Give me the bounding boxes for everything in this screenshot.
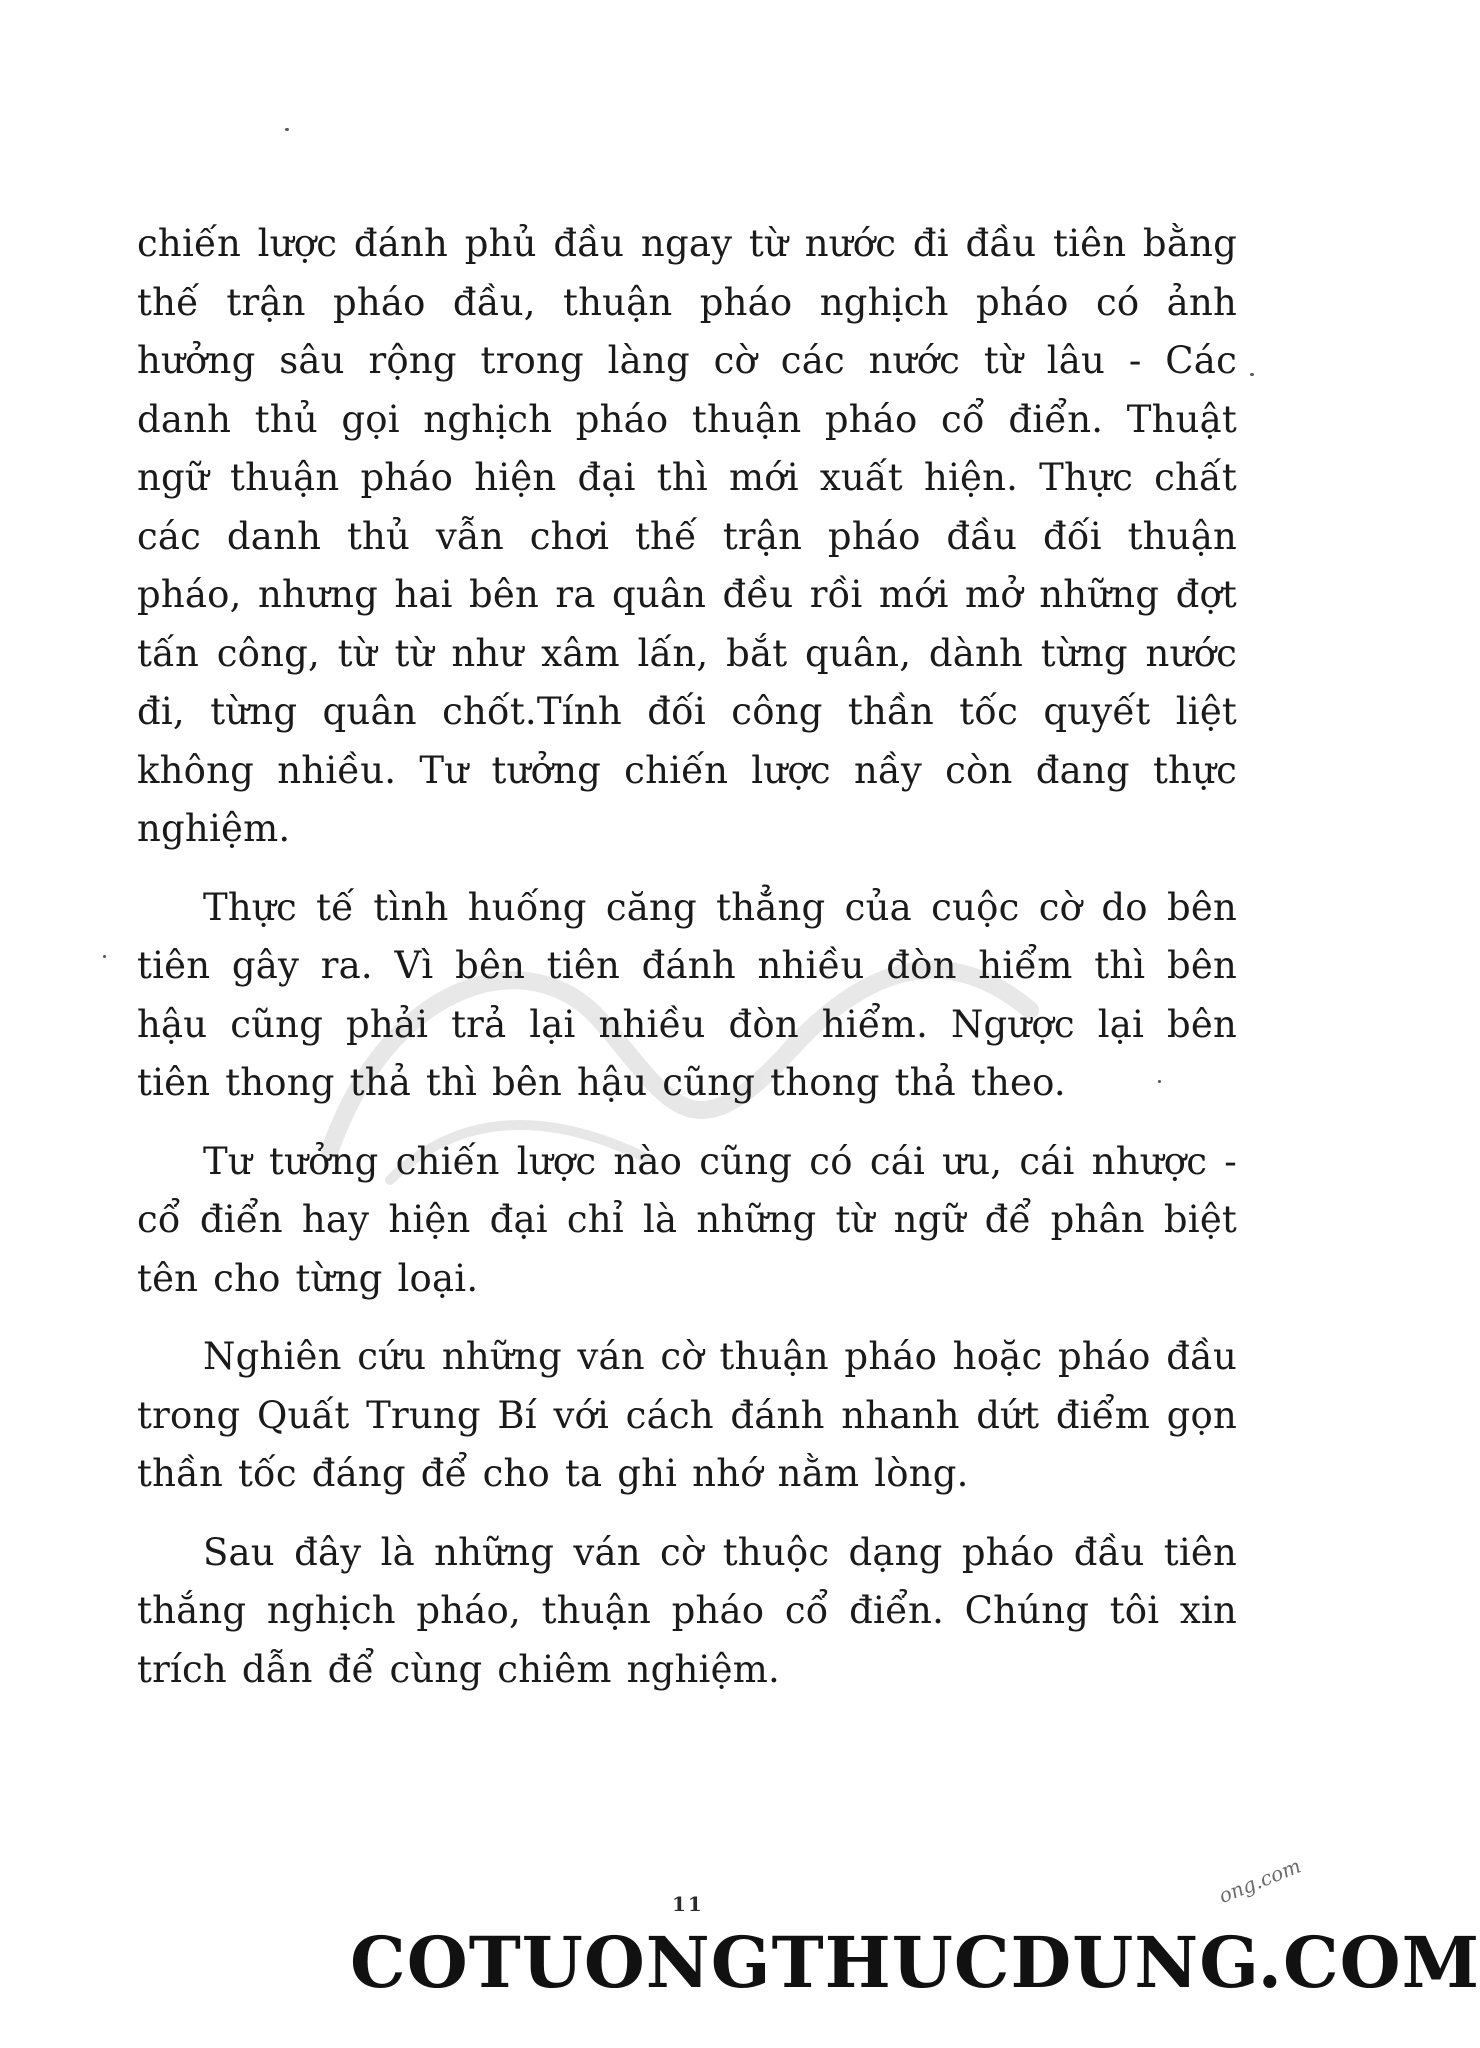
scan-speck xyxy=(1250,373,1254,376)
paragraph: chiến lược đánh phủ đầu ngay từ nước đi đầu tiên bằng thế trận pháo đầu, thuận pháo nghịch pháo có ảnh hưởng sâu rộng trong làng cờ các nước từ lâu - Các danh thủ gọi nghịch pháo thuận pháo cổ điển. Thuật ngữ thuận pháo hiện đại thì mới xuất hiện. Thực chất các danh thủ vẫn chơi thế trận pháo đầu đối thuận pháo, nhưng hai bên ra quân đều rồi mới mở những đợt tấn công, từ từ như xâm lấn, bắt quân, dành từng nước đi, từng quân chốt.Tính đối công thần tốc quyết liệt không nhiều. Tư tưởng chiến lược nầy còn đang thực nghiệm. xyxy=(137,222,1237,850)
footer-site-banner: COTUONGTHUCDUNG.COM xyxy=(350,1921,1480,2004)
paragraph: Nghiên cứu những ván cờ thuận pháo hoặc pháo đầu trong Quất Trung Bí với cách đánh nhanh dứt điểm gọn thần tốc đáng để cho ta ghi nhớ nằm lòng. xyxy=(137,1335,1237,1495)
scan-speck xyxy=(1158,1080,1161,1083)
paragraph: Sau đây là những ván cờ thuộc dạng pháo đầu tiên thắng nghịch pháo, thuận pháo cổ điển. Chúng tôi xin trích dẫn để cùng chiêm nghiệm. xyxy=(137,1530,1237,1691)
body-text xyxy=(137,215,1237,1699)
scan-speck xyxy=(285,128,289,131)
scan-speck xyxy=(103,955,106,958)
page-number: 11 xyxy=(672,1892,704,1916)
paragraph: Thực tế tình huống căng thẳng của cuộc cờ do bên tiên gây ra. Vì bên tiên đánh nhiều đòn hiểm thì bên hậu cũng phải trả lại nhiều đòn hiểm. Ngược lại bên tiên thong thả thì bên hậu cũng thong thả theo. xyxy=(137,885,1237,1104)
corner-watermark: ong.com xyxy=(1215,1853,1305,1909)
paragraph: Tư tưởng chiến lược nào cũng có cái ưu, cái nhược - cổ điển hay hiện đại chỉ là những từ ngữ để phân biệt tên cho từng loại. xyxy=(137,1139,1237,1300)
